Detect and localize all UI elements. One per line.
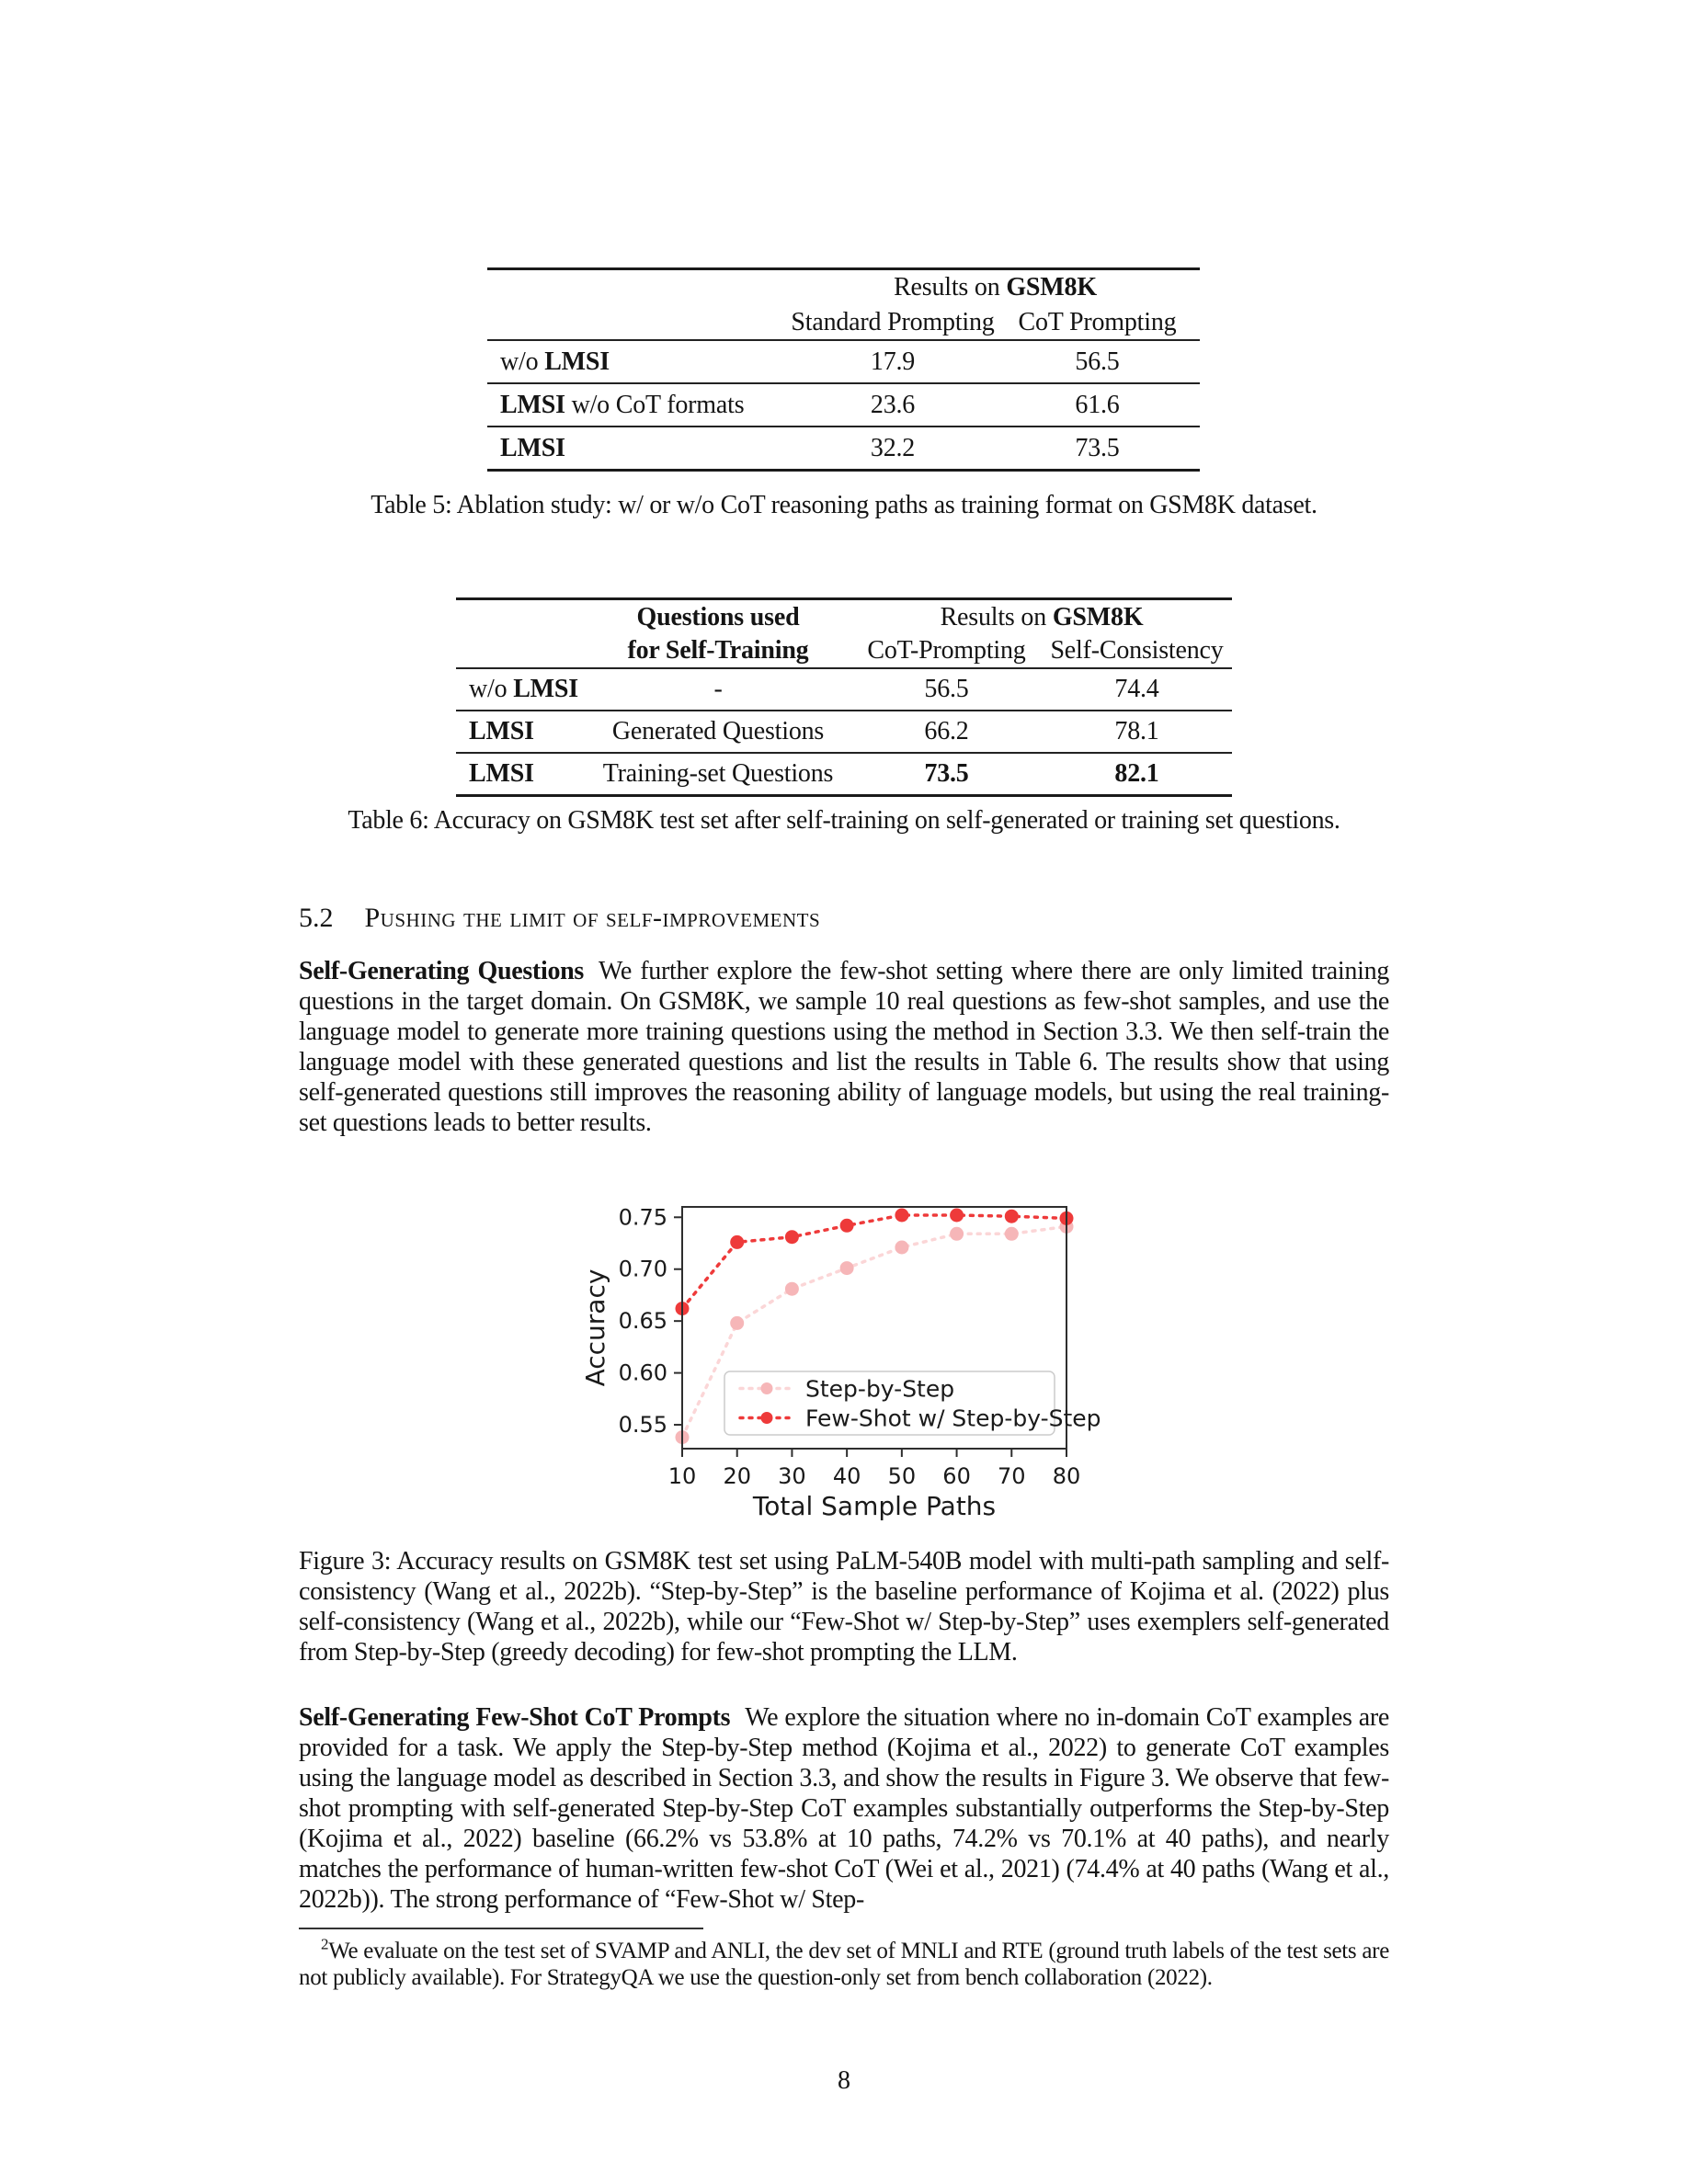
y-tick-label: 0.75 <box>618 1204 667 1231</box>
row-label: LMSI <box>500 433 565 462</box>
data-point <box>730 1235 744 1249</box>
data-point <box>950 1227 964 1241</box>
x-tick-label: 80 <box>1052 1463 1081 1489</box>
table6-header <box>456 600 1232 669</box>
table5-caption: Table 5: Ablation study: w/ or w/o CoT reasoning paths as training format on GSM8K dataset. <box>371 491 1317 519</box>
table6-group-header: Results on GSM8K <box>940 602 1144 631</box>
legend-label: Step-by-Step <box>805 1375 955 1403</box>
data-point <box>730 1316 744 1330</box>
data-point <box>1005 1227 1019 1241</box>
table-row <box>456 754 1232 794</box>
y-tick-label: 0.65 <box>618 1308 667 1335</box>
table-row <box>456 711 1232 754</box>
cell-value: 17.9 <box>870 347 916 376</box>
table5-col-header: CoT Prompting <box>1018 307 1177 336</box>
cell-value: 73.5 <box>924 759 969 788</box>
cell-value: 82.1 <box>1114 759 1159 788</box>
cell-value: Generated Questions <box>611 717 825 745</box>
section-heading <box>299 903 820 934</box>
table6 <box>456 597 1232 797</box>
table6-caption: Table 6: Accuracy on GSM8K test set after self-training on self-generated or training set questions. <box>348 806 1340 835</box>
row-label: LMSI w/o CoT formats <box>500 390 745 419</box>
paragraph-self-generating-questions <box>299 956 1389 1138</box>
data-point <box>950 1209 964 1223</box>
figure3-caption: Figure 3: Accuracy results on GSM8K test set using PaLM-540B model with multi-path sampling and self-consistency (Wang et al., 2022b). “Step-by-Step” is the baseline performance of Kojima et al. (2022) plus self-consistency (Wang et al., 2022b), while our “Few-Shot w/ Step-by-Step” uses exemplers self-generated from Step-by-Step (greedy decoding) for few-shot prompting the LLM. <box>299 1547 1389 1666</box>
table5-header <box>487 270 1200 341</box>
footnote-rule <box>299 1928 703 1929</box>
data-point <box>1005 1210 1019 1223</box>
x-axis-label: Total Sample Paths <box>752 1491 997 1521</box>
row-label: w/o LMSI <box>500 347 610 376</box>
chart-legend <box>724 1371 1101 1435</box>
x-tick-label: 30 <box>778 1463 806 1489</box>
y-tick-label: 0.60 <box>618 1359 667 1386</box>
paragraph-lead-in: Self-Generating Few-Shot CoT Prompts <box>299 1703 731 1732</box>
x-tick-label: 40 <box>832 1463 861 1489</box>
row-label: LMSI <box>469 717 534 745</box>
legend-label: Few-Shot w/ Step-by-Step <box>805 1405 1101 1432</box>
table-row <box>487 427 1200 469</box>
cell-value: 56.5 <box>1075 347 1120 376</box>
table5 <box>487 267 1200 472</box>
data-point <box>785 1282 799 1296</box>
data-point <box>785 1230 799 1244</box>
x-tick-label: 70 <box>998 1463 1026 1489</box>
y-tick-label: 0.55 <box>618 1412 667 1439</box>
paragraph-self-generating-fewshot-cot <box>299 1702 1389 1915</box>
table6-col-header: CoT-Prompting <box>867 636 1026 665</box>
table5-group-header: Results on GSM8K <box>894 273 1097 301</box>
table6-col-header: Self-Consistency <box>1050 636 1224 665</box>
data-point <box>895 1241 908 1255</box>
table-row <box>487 384 1200 427</box>
table-row <box>456 669 1232 711</box>
footnote-text: We evaluate on the test set of SVAMP and ANLI, the dev set of MNLI and RTE (ground truth labels of the test sets are not publicly available). For StrategyQA we use the question-only set from bench collaboration (2022). <box>299 1939 1389 1990</box>
paragraph-body: We explore the situation where no in-domain CoT examples are provided for a task. We apply the Step-by-Step method (Kojima et al., 2022) to generate CoT examples using the language model as described in Section 3.3, and show the results in Figure 3. We observe that few-shot prompting with self-generated Step-by-Step CoT examples substantially outperforms the Step-by-Step (Kojima et al., 2022) baseline (66.2% vs 53.8% at 10 paths, 74.2% vs 70.1% at 40 paths), and nearly matches the performance of human-written few-shot CoT (Wei et al., 2021) (74.4% at 40 paths (Wang et al., 2022b)). The strong performance of “Few-Shot w/ Step- <box>299 1703 1389 1914</box>
page-number: 8 <box>838 2066 850 2095</box>
footnote <box>299 1935 1389 1991</box>
cell-value: 78.1 <box>1114 717 1159 745</box>
table-row <box>487 341 1200 384</box>
data-point <box>895 1209 908 1223</box>
y-tick-label: 0.70 <box>618 1256 667 1282</box>
table5-col-header: Standard Prompting <box>791 307 995 336</box>
x-tick-label: 20 <box>723 1463 751 1489</box>
cell-value: 56.5 <box>924 675 969 703</box>
table6-col1-header: for Self-Training <box>627 636 809 665</box>
x-tick-label: 10 <box>667 1463 697 1489</box>
cell-value: 74.4 <box>1114 675 1159 703</box>
data-point <box>840 1261 854 1275</box>
figure3-chart <box>565 1181 1135 1526</box>
cell-value: 73.5 <box>1075 433 1120 462</box>
cell-value: 66.2 <box>924 717 969 745</box>
x-tick-label: 60 <box>942 1463 971 1489</box>
cell-value: Training-set Questions <box>602 759 834 788</box>
paragraph-lead-in: Self-Generating Questions <box>299 957 585 985</box>
x-tick-label: 50 <box>887 1463 917 1489</box>
cell-value: 23.6 <box>870 390 916 419</box>
row-label: w/o LMSI <box>469 675 578 703</box>
paragraph-body: We further explore the few-shot setting where there are only limited training questions in the target domain. On GSM8K, we sample 10 real questions as few-shot samples, and use the language model to generate more training questions using the method in Section 3.3. We then self-train the language model with these generated questions and list the results in Table 6. The results show that using self-generated questions still improves the reasoning ability of language models, but using the real training-set questions leads to better results. <box>299 957 1389 1137</box>
cell-value: 61.6 <box>1075 390 1120 419</box>
row-label: LMSI <box>469 759 534 788</box>
legend-marker <box>761 1412 773 1424</box>
section-title: Pushing the limit of self-improvements <box>364 903 821 933</box>
data-point <box>840 1219 854 1233</box>
footnote-marker: 2 <box>321 1935 329 1953</box>
table6-col1-header: Questions used <box>636 602 800 631</box>
section-number: 5.2 <box>299 903 334 933</box>
y-axis-label: Accuracy <box>580 1268 610 1387</box>
legend-marker <box>761 1382 773 1394</box>
cell-value: - <box>713 675 723 703</box>
cell-value: 32.2 <box>870 433 916 462</box>
